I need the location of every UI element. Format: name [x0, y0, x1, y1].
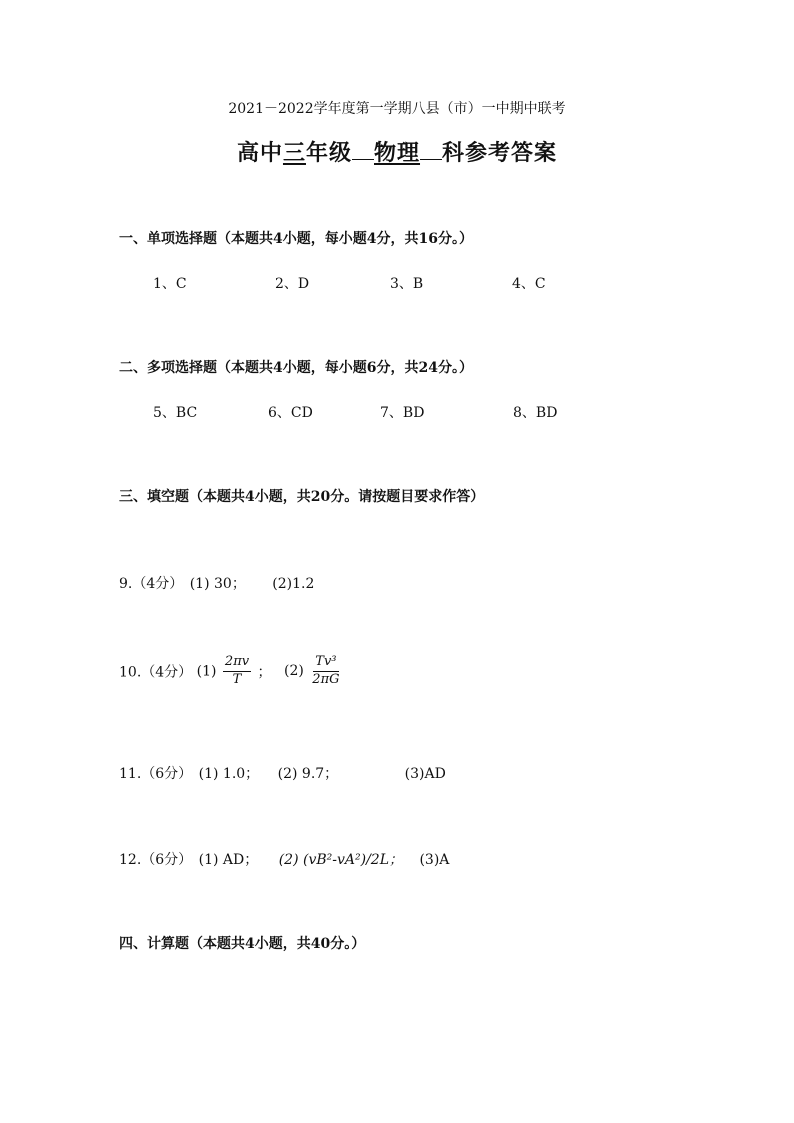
q12-part1: (1) AD； — [198, 852, 259, 868]
q12-part2: (2) (vB²-vA²)/2L； — [278, 852, 404, 868]
answer-6: 6、CD — [268, 405, 313, 421]
q9-label: 9.（4分） — [119, 576, 184, 592]
q10-part1-prefix: (1) — [196, 663, 217, 680]
section-2-heading: 二、多项选择题（本题共4小题，每小题6分，共24分。） — [119, 360, 473, 376]
question-10 — [119, 655, 344, 688]
question-11 — [119, 763, 446, 783]
q10-part2-fraction — [310, 655, 341, 688]
answer-3: 3、B — [390, 276, 424, 292]
answer-4: 4、C — [512, 276, 546, 292]
q10-part1-fraction — [223, 655, 251, 688]
q9-part2: (2)1.2 — [272, 576, 315, 592]
q10-part2-denominator: 2πG — [312, 671, 340, 687]
answer-7: 7、BD — [380, 405, 425, 421]
q10-label: 10.（4分） — [119, 664, 193, 681]
title-blank-right — [420, 141, 442, 160]
q10-part1-denominator: T — [232, 671, 242, 687]
q12-part3: (3)A — [419, 852, 450, 868]
question-9 — [119, 573, 314, 593]
answer-5: 5、BC — [153, 405, 198, 421]
title-suffix: 科参考答案 — [442, 140, 558, 166]
title-subject: 物理 — [374, 140, 421, 166]
q9-part1: (1) 30； — [189, 576, 246, 592]
q11-part1: (1) 1.0； — [198, 766, 260, 782]
question-12 — [119, 849, 449, 869]
exam-subtitle: 2021－2022学年度第一学期八县（市）一中期中联考 — [228, 101, 566, 117]
section-3-heading: 三、填空题（本题共4小题，共20分。请按题目要求作答） — [119, 489, 485, 505]
q10-part1-separator: ； — [257, 664, 272, 681]
page-title — [0, 136, 794, 167]
answer-8: 8、BD — [513, 405, 558, 421]
section-4-heading: 四、计算题（本题共4小题，共40分。） — [119, 936, 366, 952]
title-blank-left — [352, 141, 374, 160]
q10-part1-numerator: 2πv — [223, 655, 251, 672]
q11-part3: (3)AD — [404, 766, 446, 782]
q10-part2-numerator: Tv³ — [313, 655, 338, 672]
q11-part2: (2) 9.7； — [277, 766, 339, 782]
q12-label: 12.（6分） — [119, 852, 193, 868]
answer-1: 1、C — [153, 276, 187, 292]
title-mid: 年级 — [305, 140, 352, 166]
q10-part2-prefix: (2) — [284, 663, 304, 680]
title-prefix: 高中 — [236, 140, 283, 166]
title-grade: 三 — [282, 140, 306, 166]
q11-label: 11.（6分） — [119, 766, 193, 782]
answer-2: 2、D — [275, 276, 310, 292]
section-1-heading: 一、单项选择题（本题共4小题，每小题4分，共16分。） — [119, 231, 473, 247]
